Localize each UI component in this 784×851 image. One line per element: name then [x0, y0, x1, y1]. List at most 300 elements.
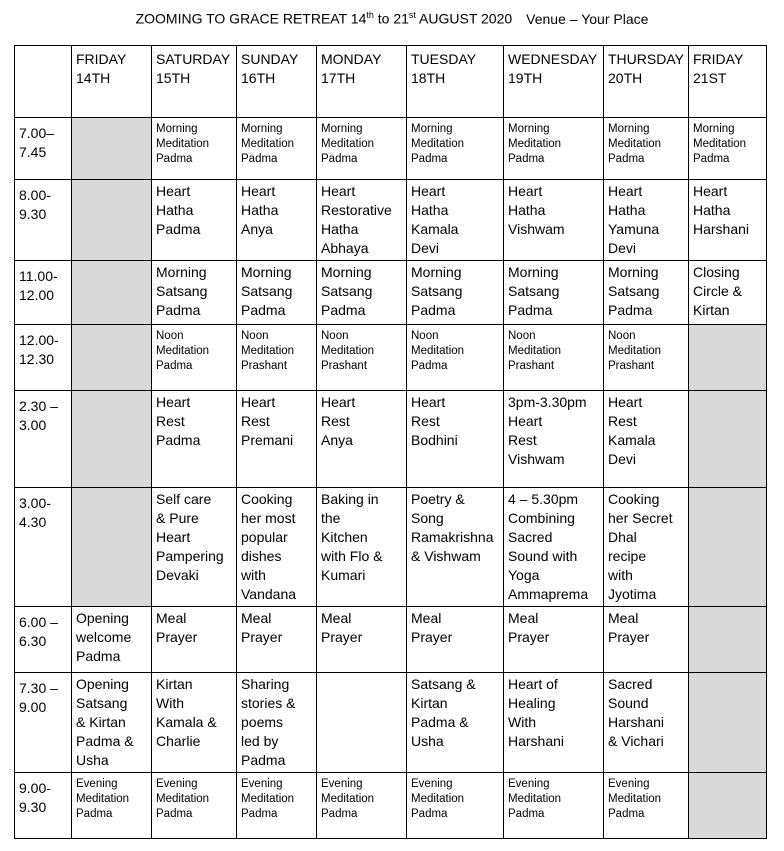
cell-line: Meal — [156, 610, 187, 626]
session-cell — [152, 673, 237, 773]
cell-line: Noon — [608, 330, 636, 342]
session-cell — [152, 488, 237, 607]
cell-line: Vandana — [241, 586, 297, 602]
cell-line: Padma — [321, 808, 358, 820]
cell-line: Meditation — [156, 793, 210, 805]
cell-line: Padma & — [76, 733, 134, 749]
cell-line: Sound — [608, 695, 649, 711]
cell-line: With — [508, 714, 536, 730]
schedule-body — [15, 118, 767, 839]
time-slot — [15, 607, 72, 673]
session-cell — [72, 673, 152, 773]
time-slot — [15, 261, 72, 325]
cell-line: stories & — [241, 695, 296, 711]
cell-line: Anya — [241, 221, 273, 237]
session-cell — [689, 261, 767, 325]
cell-line: Ammaprema — [508, 586, 589, 602]
cell-line: Heart — [411, 394, 446, 410]
day-header — [237, 46, 317, 118]
cell-line: Meditation — [693, 138, 747, 150]
cell-line: Padma — [241, 752, 286, 768]
cell-line: Satsang — [411, 283, 463, 299]
cell-line: With — [156, 695, 184, 711]
cell-line: Padma — [156, 153, 193, 165]
schedule-row — [15, 773, 767, 839]
cell-line: Prashant — [321, 360, 368, 372]
cell-line: 21ST — [693, 70, 727, 86]
session-cell — [152, 261, 237, 325]
cell-line: Kamala & — [156, 714, 217, 730]
time-slot — [15, 391, 72, 488]
title-sup-th: th — [366, 10, 374, 20]
session-cell — [237, 488, 317, 607]
cell-line: 6.30 — [19, 633, 47, 649]
session-cell — [237, 391, 317, 488]
cell-line: Meal — [321, 610, 352, 626]
cell-line: led by — [241, 733, 279, 749]
session-cell — [689, 118, 767, 180]
cell-line: Usha — [411, 733, 444, 749]
cell-line: 7.30 – — [19, 680, 58, 696]
cell-line: Heart — [321, 394, 356, 410]
session-cell — [504, 180, 604, 261]
cell-line: Morning — [241, 123, 283, 135]
cell-line: Meditation — [76, 793, 130, 805]
cell-line: Hatha — [411, 202, 449, 218]
cell-line: Vishwam — [508, 221, 565, 237]
cell-line: 3.00- — [19, 495, 51, 511]
cell-line: Yamuna — [608, 221, 660, 237]
cell-line: Morning — [241, 264, 292, 280]
cell-line: Padma — [608, 302, 653, 318]
session-cell — [504, 118, 604, 180]
session-cell — [604, 118, 689, 180]
cell-line: Sound with — [508, 548, 578, 564]
day-header — [604, 46, 689, 118]
empty-slot — [72, 488, 152, 607]
session-cell — [604, 325, 689, 391]
cell-line: Padma — [241, 808, 278, 820]
cell-line: Evening — [241, 778, 283, 790]
time-slot — [15, 673, 72, 773]
day-header — [152, 46, 237, 118]
cell-line: 19TH — [508, 70, 543, 86]
cell-line: Meal — [608, 610, 639, 626]
cell-line: 9.30 — [19, 799, 47, 815]
cell-line: Closing — [693, 264, 740, 280]
session-cell — [237, 773, 317, 839]
title-venue: Venue – Your Place — [526, 10, 649, 27]
cell-line: Prashant — [608, 360, 655, 372]
cell-line: TUESDAY — [411, 51, 477, 67]
cell-line: Padma — [156, 360, 193, 372]
cell-line: Evening — [608, 778, 650, 790]
cell-line: Heart — [241, 183, 276, 199]
session-cell — [407, 607, 504, 673]
empty-slot — [689, 488, 767, 607]
cell-line: Hatha — [321, 221, 359, 237]
cell-line: Sharing — [241, 676, 290, 692]
cell-line: Abhaya — [321, 240, 369, 256]
cell-line: with — [608, 567, 633, 583]
cell-line: the — [321, 510, 341, 526]
cell-line: Charlie — [156, 733, 201, 749]
cell-line: Cooking — [241, 491, 293, 507]
cell-line: Satsang — [608, 283, 660, 299]
session-cell — [152, 607, 237, 673]
cell-line: Padma — [156, 432, 201, 448]
cell-line: FRIDAY — [76, 51, 127, 67]
cell-line: Jyotima — [608, 586, 657, 602]
cell-line: Harshani — [693, 221, 750, 237]
cell-line: her most — [241, 510, 296, 526]
session-cell — [604, 488, 689, 607]
cell-line: & Kirtan — [76, 714, 126, 730]
cell-line: 14TH — [76, 70, 111, 86]
cell-line: Hatha — [508, 202, 546, 218]
cell-line: Heart — [156, 529, 191, 545]
schedule-row — [15, 325, 767, 391]
cell-line: Meditation — [608, 138, 662, 150]
empty-slot — [689, 391, 767, 488]
cell-line: Padma — [156, 221, 201, 237]
session-cell — [237, 261, 317, 325]
cell-line: Pampering — [156, 548, 224, 564]
cell-line: Meditation — [608, 793, 662, 805]
cell-line: 9.30 — [19, 206, 47, 222]
session-cell — [317, 180, 407, 261]
session-cell — [604, 261, 689, 325]
cell-line: Padma — [321, 153, 358, 165]
cell-line: Rest — [321, 413, 350, 429]
schedule-row — [15, 180, 767, 261]
cell-line: Ramakrishna — [411, 529, 494, 545]
cell-line: dishes — [241, 548, 282, 564]
cell-line: Meditation — [508, 793, 562, 805]
cell-line: Noon — [321, 330, 349, 342]
cell-line: Usha — [76, 752, 109, 768]
cell-line: welcome — [76, 629, 132, 645]
cell-line: Evening — [156, 778, 198, 790]
cell-line: Morning — [156, 123, 198, 135]
cell-line: Sacred — [608, 676, 653, 692]
title-sup-st: st — [408, 10, 416, 20]
session-cell — [152, 773, 237, 839]
session-cell — [689, 180, 767, 261]
cell-line: Kamala — [411, 221, 459, 237]
cell-line: 12.00 — [19, 287, 55, 303]
cell-line: Meditation — [156, 138, 210, 150]
cell-line: her Secret — [608, 510, 673, 526]
cell-line: Meditation — [156, 345, 210, 357]
cell-line: Morning — [508, 264, 559, 280]
session-cell — [604, 607, 689, 673]
cell-line: Rest — [411, 413, 440, 429]
cell-line: Meditation — [241, 345, 295, 357]
cell-line: Rest — [608, 413, 637, 429]
session-cell — [604, 391, 689, 488]
cell-line: Padma — [411, 302, 456, 318]
cell-line: 3pm-3.30pm — [508, 394, 587, 410]
cell-line: Devi — [608, 240, 637, 256]
cell-line: poems — [241, 714, 284, 730]
cell-line: Hatha — [693, 202, 731, 218]
cell-line: with Flo & — [321, 548, 383, 564]
schedule-row — [15, 118, 767, 180]
cell-line: Padma — [693, 153, 730, 165]
cell-line: Heart — [156, 394, 191, 410]
cell-line: THURSDAY — [608, 51, 684, 67]
cell-line: & Vichari — [608, 733, 664, 749]
cell-line: Rest — [241, 413, 270, 429]
cell-line: 17TH — [321, 70, 356, 86]
cell-line: 8.00- — [19, 187, 51, 203]
cell-line: Meal — [411, 610, 442, 626]
title-prefix: ZOOMING TO GRACE RETREAT 14 — [135, 10, 367, 27]
cell-line: Kumari — [321, 567, 366, 583]
cell-line: Heart — [508, 413, 543, 429]
cell-line: Padma — [508, 153, 545, 165]
cell-line: Padma — [411, 360, 448, 372]
cell-line: Meditation — [411, 793, 465, 805]
cell-line: Rest — [508, 432, 537, 448]
session-cell — [317, 118, 407, 180]
cell-line: Opening — [76, 610, 129, 626]
cell-line: Morning — [411, 123, 453, 135]
empty-slot — [72, 118, 152, 180]
cell-line: Bodhini — [411, 432, 458, 448]
cell-line: Opening — [76, 676, 129, 692]
cell-line: Satsang — [156, 283, 208, 299]
session-cell — [407, 180, 504, 261]
cell-line: Padma & — [411, 714, 469, 730]
session-cell — [317, 673, 407, 773]
schedule-row — [15, 488, 767, 607]
cell-line: Kamala — [608, 432, 656, 448]
cell-line: Heart — [241, 394, 276, 410]
empty-slot — [689, 325, 767, 391]
session-cell — [407, 488, 504, 607]
cell-line: Meditation — [321, 345, 375, 357]
cell-line: Padma — [608, 153, 645, 165]
cell-line: Padma — [241, 302, 286, 318]
cell-line: Morning — [411, 264, 462, 280]
cell-line: Hatha — [156, 202, 194, 218]
cell-line: Self care — [156, 491, 212, 507]
session-cell — [504, 673, 604, 773]
cell-line: Kirtan — [693, 302, 730, 318]
title-suffix: AUGUST 2020 — [415, 10, 513, 27]
session-cell — [237, 180, 317, 261]
session-cell — [504, 391, 604, 488]
cell-line: Hatha — [608, 202, 646, 218]
cell-line: Circle & — [693, 283, 743, 299]
session-cell — [317, 607, 407, 673]
cell-line: Heart — [608, 394, 643, 410]
cell-line: Satsang — [321, 283, 373, 299]
cell-line: Padma — [156, 302, 201, 318]
day-header — [72, 46, 152, 118]
cell-line: 4.30 — [19, 514, 47, 530]
header-row — [15, 46, 767, 118]
session-cell — [152, 325, 237, 391]
session-cell — [237, 325, 317, 391]
time-slot — [15, 488, 72, 607]
cell-line: Padma — [76, 648, 121, 664]
cell-line: Meditation — [321, 793, 375, 805]
cell-line: MONDAY — [321, 51, 382, 67]
cell-line: Heart — [608, 183, 643, 199]
empty-slot — [689, 607, 767, 673]
cell-line: Prashant — [241, 360, 288, 372]
cell-line: Premani — [241, 432, 294, 448]
cell-line: Satsang — [76, 695, 128, 711]
session-cell — [604, 773, 689, 839]
schedule-table — [14, 45, 767, 839]
cell-line: Meditation — [411, 138, 465, 150]
cell-line: Noon — [508, 330, 536, 342]
cell-line: Baking in — [321, 491, 379, 507]
cell-line: Prayer — [608, 629, 650, 645]
cell-line: Noon — [156, 330, 184, 342]
cell-line: Morning — [693, 123, 735, 135]
cell-line: Heart — [411, 183, 446, 199]
session-cell — [317, 391, 407, 488]
cell-line: Satsang & — [411, 676, 476, 692]
cell-line: 6.00 – — [19, 614, 58, 630]
cell-line: Devi — [608, 451, 637, 467]
cell-line: Morning — [608, 123, 650, 135]
cell-line: Song — [411, 510, 444, 526]
cell-line: Meditation — [241, 138, 295, 150]
cell-line: Anya — [321, 432, 353, 448]
session-cell — [72, 773, 152, 839]
time-slot — [15, 180, 72, 261]
cell-line: 12.00- — [19, 332, 59, 348]
session-cell — [504, 607, 604, 673]
cell-line: 7.45 — [19, 144, 47, 160]
cell-line: Morning — [321, 123, 363, 135]
cell-line: Prayer — [321, 629, 363, 645]
session-cell — [407, 391, 504, 488]
cell-line: Noon — [411, 330, 439, 342]
day-header — [317, 46, 407, 118]
session-cell — [317, 261, 407, 325]
session-cell — [604, 180, 689, 261]
cell-line: Meditation — [508, 345, 562, 357]
cell-line: Meditation — [241, 793, 295, 805]
cell-line: 7.00– — [19, 125, 55, 141]
cell-line: Vishwam — [508, 451, 565, 467]
cell-line: Heart — [156, 183, 191, 199]
cell-line: 3.00 — [19, 417, 47, 433]
cell-line: 2.30 – — [19, 398, 58, 414]
cell-line: Dhal — [608, 529, 637, 545]
session-cell — [72, 607, 152, 673]
cell-line: Hatha — [241, 202, 279, 218]
cell-line: Prayer — [241, 629, 283, 645]
session-cell — [152, 118, 237, 180]
cell-line: 11.00- — [19, 268, 58, 284]
schedule-row — [15, 391, 767, 488]
cell-line: Padma — [76, 808, 113, 820]
session-cell — [317, 325, 407, 391]
cell-line: 15TH — [156, 70, 191, 86]
cell-line: Prashant — [508, 360, 555, 372]
cell-line: Padma — [411, 153, 448, 165]
cell-line: Prayer — [411, 629, 453, 645]
cell-line: Harshani — [608, 714, 665, 730]
empty-slot — [689, 673, 767, 773]
cell-line: Morning — [321, 264, 372, 280]
cell-line: Meditation — [411, 345, 465, 357]
empty-slot — [72, 391, 152, 488]
cell-line: Padma — [508, 302, 553, 318]
corner-cell — [15, 46, 72, 118]
cell-line: Healing — [508, 695, 556, 711]
session-cell — [407, 261, 504, 325]
session-cell — [407, 118, 504, 180]
session-cell — [407, 325, 504, 391]
cell-line: with — [241, 567, 266, 583]
cell-line: Meal — [508, 610, 539, 626]
cell-line: Meditation — [321, 138, 375, 150]
day-header — [407, 46, 504, 118]
session-cell — [152, 391, 237, 488]
cell-line: recipe — [608, 548, 647, 564]
cell-line: & Vishwam — [411, 548, 481, 564]
day-header — [689, 46, 767, 118]
cell-line: Poetry & — [411, 491, 465, 507]
empty-slot — [72, 325, 152, 391]
session-cell — [237, 673, 317, 773]
cell-line: 16TH — [241, 70, 276, 86]
session-cell — [504, 488, 604, 607]
cell-line: Morning — [508, 123, 550, 135]
cell-line: Heart — [321, 183, 356, 199]
cell-line: Padma — [241, 153, 278, 165]
title-middle: to 21 — [373, 10, 409, 27]
session-cell — [504, 325, 604, 391]
cell-line: Meditation — [508, 138, 562, 150]
schedule-row — [15, 261, 767, 325]
cell-line: Meditation — [608, 345, 662, 357]
cell-line: Evening — [321, 778, 363, 790]
cell-line: Kitchen — [321, 529, 368, 545]
cell-line: Evening — [411, 778, 453, 790]
cell-line: Prayer — [508, 629, 550, 645]
cell-line: Padma — [508, 808, 545, 820]
cell-line: 9.00 — [19, 699, 47, 715]
cell-line: SATURDAY — [156, 51, 231, 67]
session-cell — [504, 773, 604, 839]
cell-line: Heart — [693, 183, 728, 199]
empty-slot — [72, 180, 152, 261]
cell-line: Padma — [411, 808, 448, 820]
session-cell — [317, 488, 407, 607]
cell-line: FRIDAY — [693, 51, 744, 67]
cell-line: Heart — [508, 183, 543, 199]
cell-line: Satsang — [241, 283, 293, 299]
cell-line: Morning — [608, 264, 659, 280]
cell-line: Devi — [411, 240, 440, 256]
empty-slot — [72, 261, 152, 325]
schedule-row — [15, 673, 767, 773]
cell-line: Padma — [608, 808, 645, 820]
session-cell — [504, 261, 604, 325]
time-slot — [15, 118, 72, 180]
cell-line: Sacred — [508, 529, 553, 545]
